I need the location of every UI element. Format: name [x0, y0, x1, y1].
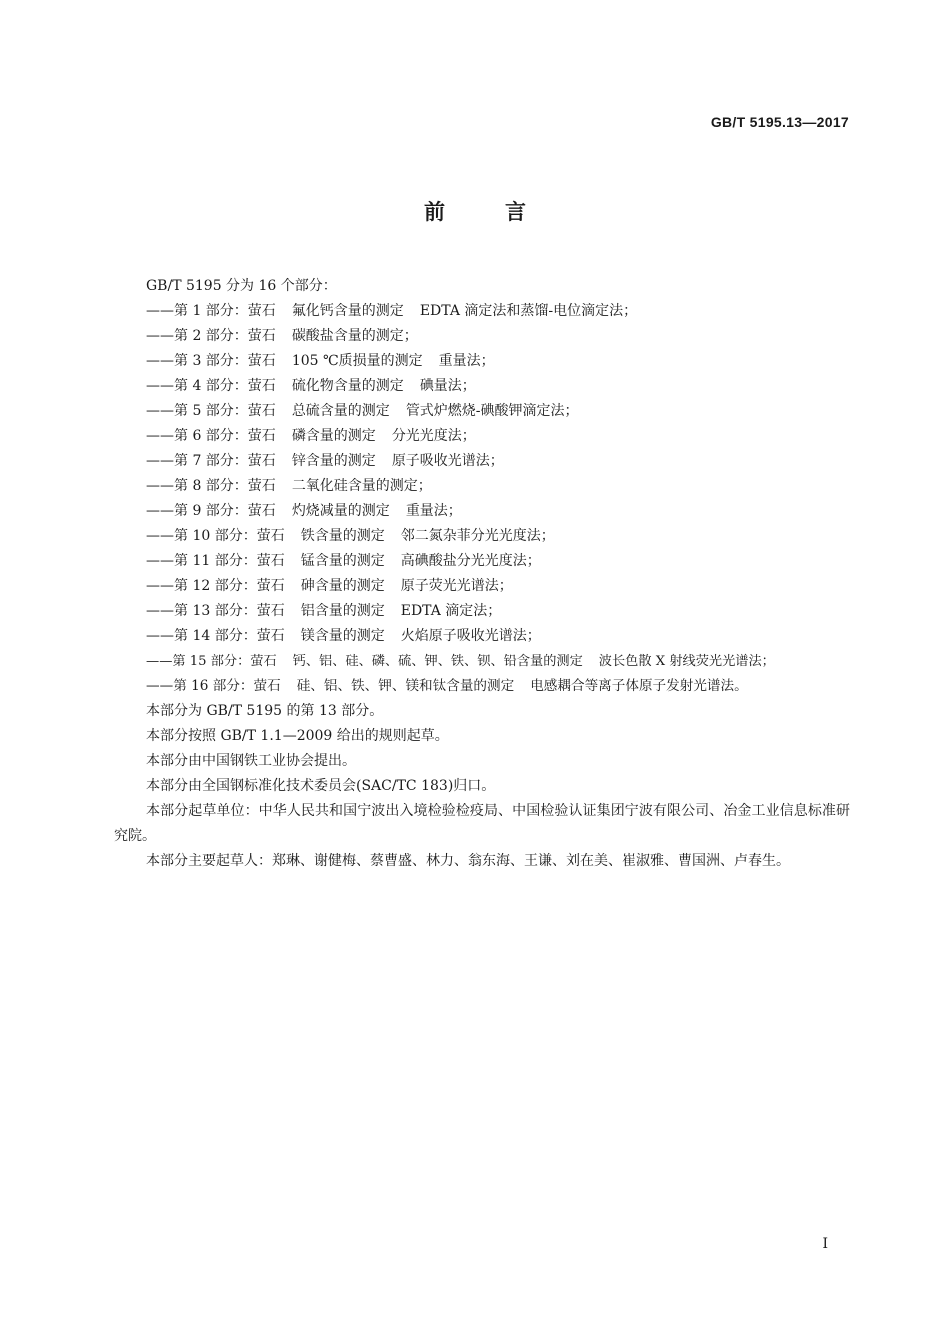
part-prefix: ——第 10 部分：萤石	[146, 528, 285, 544]
part-prefix: ——第 4 部分：萤石	[146, 378, 276, 394]
list-item	[114, 449, 850, 474]
part-topic: 硫化物含量的测定	[291, 378, 404, 394]
part-prefix: ——第 9 部分：萤石	[146, 503, 276, 519]
part-method: EDTA 滴定法和蒸馏-电位滴定法；	[419, 303, 638, 319]
document-body	[114, 274, 850, 874]
part-method: EDTA 滴定法；	[400, 603, 502, 619]
list-item	[114, 399, 850, 424]
page-title: 前言	[424, 200, 586, 224]
list-item	[114, 524, 850, 549]
part-method: 邻二氮杂菲分光光度法；	[400, 528, 555, 544]
part-prefix: ——第 16 部分：萤石	[146, 678, 281, 694]
part-prefix: ——第 11 部分：萤石	[146, 553, 285, 569]
part-prefix: ——第 12 部分：萤石	[146, 578, 285, 594]
proposed-by: 本部分由中国钢铁工业协会提出。	[146, 753, 356, 769]
part-prefix: ——第 2 部分：萤石	[146, 328, 276, 344]
part-topic: 磷含量的测定	[291, 428, 376, 444]
part-method: 波长色散 X 射线荧光光谱法；	[598, 654, 775, 669]
part-method: 原子荧光光谱法；	[400, 578, 513, 594]
centralized-by: 本部分由全国钢标准化技术委员会(SAC/TC 183)归口。	[146, 778, 496, 794]
list-item	[114, 474, 850, 499]
part-prefix: ——第 3 部分：萤石	[146, 353, 276, 369]
part-prefix: ——第 15 部分：萤石	[146, 654, 277, 669]
part-method: 高碘酸盐分光光度法；	[400, 553, 541, 569]
part-topic: 铝含量的测定	[300, 603, 385, 619]
drafting-units: 本部分起草单位：中华人民共和国宁波出入境检验检疫局、中国检验认证集团宁波有限公司、冶金工业信息标准研究院。	[114, 803, 850, 844]
part-topic: 105 ℃质损量的测定	[291, 353, 423, 369]
list-item	[114, 599, 850, 624]
part-prefix: ——第 5 部分：萤石	[146, 403, 276, 419]
drafting-rules: 本部分按照 GB/T 1.1—2009 给出的规则起草。	[146, 728, 449, 744]
list-item	[114, 424, 850, 449]
part-prefix: ——第 1 部分：萤石	[146, 303, 276, 319]
part-method: 分光光度法；	[391, 428, 476, 444]
list-item	[114, 499, 850, 524]
list-item	[114, 624, 850, 649]
part-topic: 碳酸盐含量的测定；	[291, 328, 418, 344]
part-topic: 灼烧减量的测定	[291, 503, 390, 519]
part-topic: 硅、铝、铁、钾、镁和钛含量的测定	[296, 678, 515, 694]
part-topic: 氟化钙含量的测定	[291, 303, 404, 319]
part-topic: 砷含量的测定	[300, 578, 385, 594]
part-topic: 铁含量的测定	[300, 528, 385, 544]
part-method: 重量法；	[405, 503, 462, 519]
part-method: 原子吸收光谱法；	[391, 453, 504, 469]
part-topic: 镁含量的测定	[300, 628, 385, 644]
list-item	[114, 349, 850, 374]
part-topic: 钙、铝、硅、磷、硫、钾、铁、钡、铅含量的测定	[292, 654, 583, 669]
part-topic: 总硫含量的测定	[291, 403, 390, 419]
part-method: 碘量法；	[419, 378, 476, 394]
list-item	[114, 549, 850, 574]
parts-list	[114, 299, 850, 699]
part-method: 管式炉燃烧-碘酸钾滴定法；	[405, 403, 579, 419]
part-method: 重量法；	[438, 353, 495, 369]
part-topic: 锌含量的测定	[291, 453, 376, 469]
parts-intro: GB/T 5195 分为 16 个部分：	[146, 278, 337, 294]
list-item	[114, 674, 850, 699]
part-prefix: ——第 7 部分：萤石	[146, 453, 276, 469]
drafters: 本部分主要起草人：郑琳、谢健梅、蔡曹盛、林力、翁东海、王谦、刘在美、崔淑雅、曹国洲、卢春生。	[146, 853, 790, 869]
list-item	[114, 324, 850, 349]
list-item	[114, 649, 850, 674]
part-prefix: ——第 6 部分：萤石	[146, 428, 276, 444]
list-item	[114, 299, 850, 324]
part-prefix: ——第 8 部分：萤石	[146, 478, 276, 494]
part-method: 火焰原子吸收光谱法；	[400, 628, 541, 644]
part-statement: 本部分为 GB/T 5195 的第 13 部分。	[146, 703, 384, 719]
part-method: 电感耦合等离子体原子发射光谱法。	[530, 678, 748, 694]
list-item	[114, 574, 850, 599]
page-number: I	[822, 1236, 828, 1252]
part-topic: 锰含量的测定	[300, 553, 385, 569]
part-prefix: ——第 14 部分：萤石	[146, 628, 285, 644]
part-topic: 二氧化硅含量的测定；	[291, 478, 432, 494]
list-item	[114, 374, 850, 399]
standard-number: GB/T 5195.13—2017	[710, 114, 849, 130]
part-prefix: ——第 13 部分：萤石	[146, 603, 285, 619]
